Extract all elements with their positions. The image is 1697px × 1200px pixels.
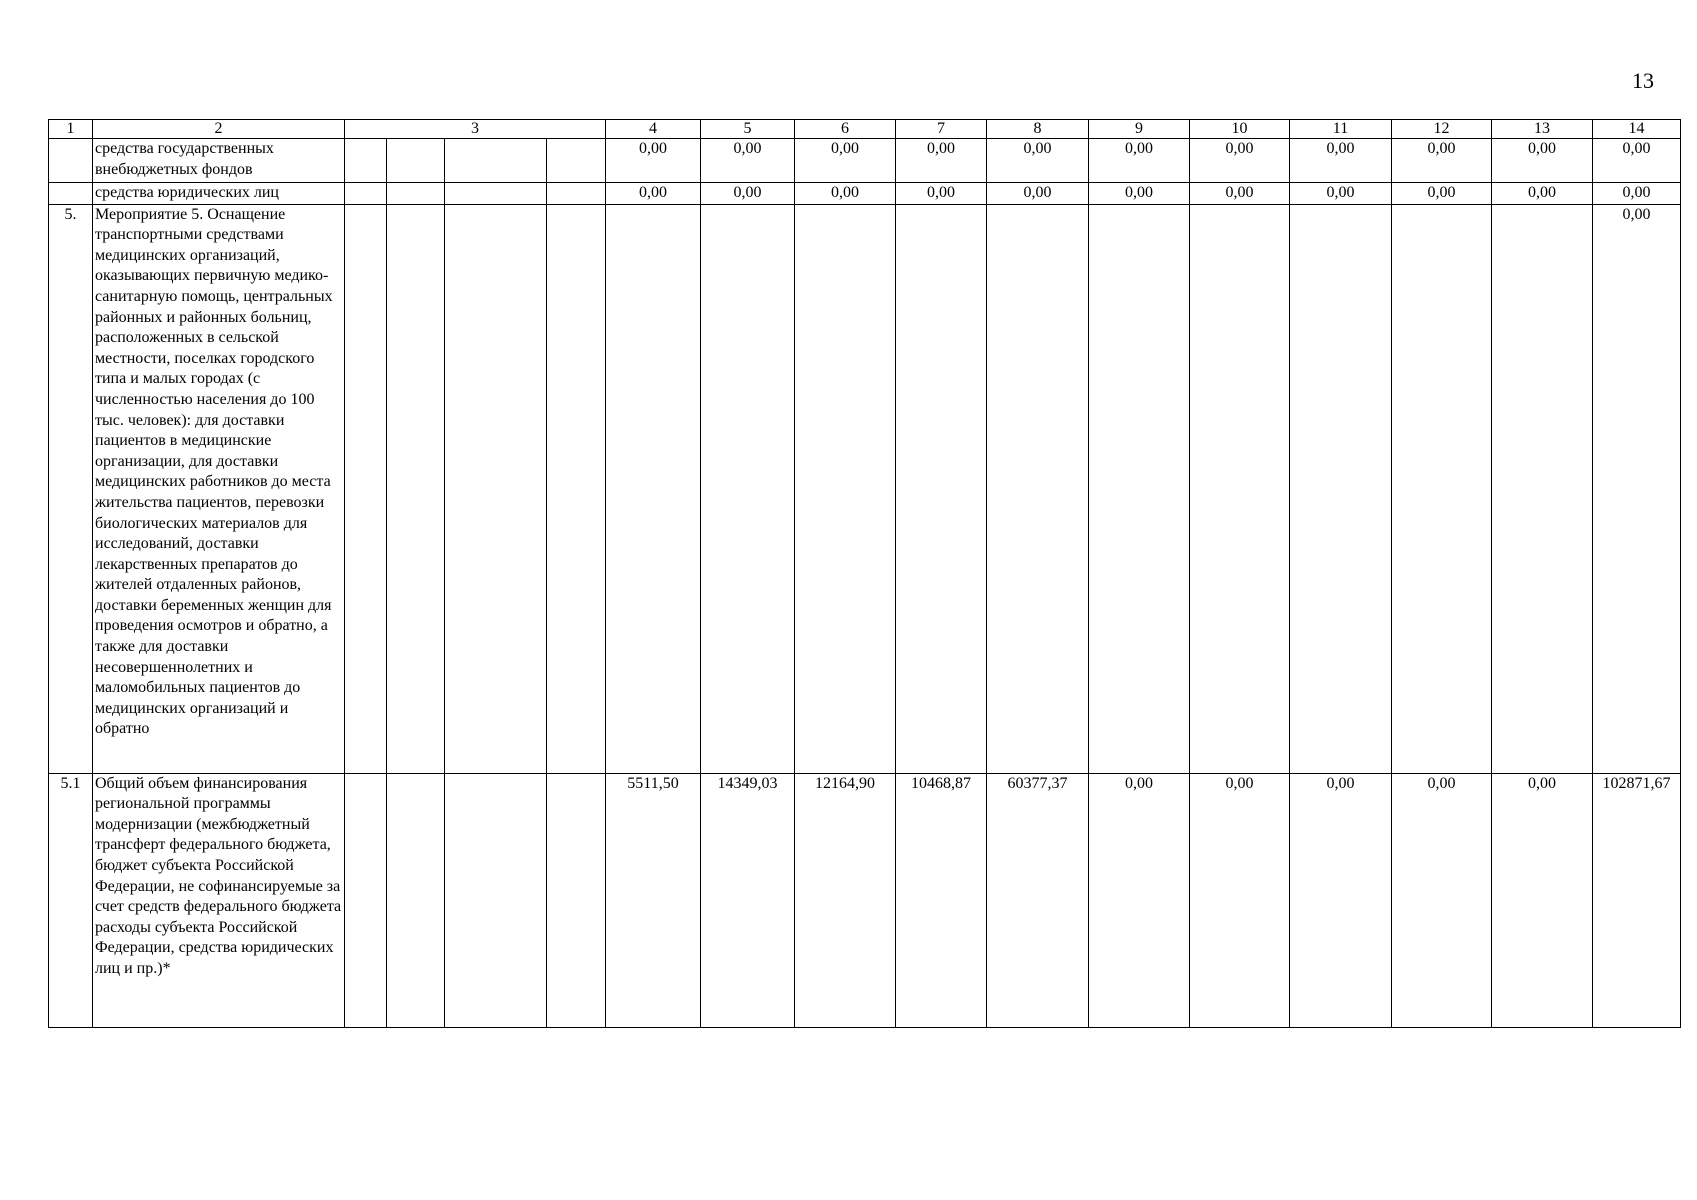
table-row [49, 773, 1681, 1027]
value-cell: 0,00 [1089, 183, 1190, 205]
value-cell: 0,00 [896, 139, 987, 183]
value-cell: 0,00 [1392, 773, 1492, 1027]
empty-cell [345, 773, 387, 1027]
value-cell: 0,00 [1190, 139, 1290, 183]
value-cell: 60377,37 [987, 773, 1089, 1027]
row-description: Мероприятие 5. Оснащение транспортными средствами медицинских организаций, оказывающих первичную медико-санитарную помощь, центральных районных и районных больниц, расположенных в сельской местности, поселках городского типа и малых городах (с численностью населения до 100 тыс. человек): для доставки пациентов в медицинские организации, для доставки медицинских работников до места жительства пациентов, перевозки биологических материалов для исследований, доставки лекарственных препаратов до жителей отдаленных районов, доставки беременных женщин для проведения осмотров и обратно, а также для доставки несовершеннолетних и маломобильных пациентов до медицинских организаций и обратно [93, 204, 345, 773]
column-number-row [49, 120, 1681, 139]
value-cell: 14349,03 [701, 773, 795, 1027]
value-cell: 0,00 [896, 183, 987, 205]
row-description: средства государственных внебюджетных фондов [93, 139, 345, 183]
empty-cell [345, 183, 387, 205]
value-cell [1089, 204, 1190, 773]
empty-cell [547, 204, 606, 773]
value-cell: 0,00 [1190, 773, 1290, 1027]
empty-cell [387, 139, 445, 183]
value-cell: 5511,50 [606, 773, 701, 1027]
col-header-9: 9 [1089, 120, 1190, 139]
empty-cell [547, 183, 606, 205]
empty-cell [387, 204, 445, 773]
col-header-4: 4 [606, 120, 701, 139]
col-header-2: 2 [93, 120, 345, 139]
value-cell: 0,00 [1290, 183, 1392, 205]
value-cell: 0,00 [1492, 139, 1593, 183]
table-row [49, 183, 1681, 205]
empty-cell [445, 204, 547, 773]
value-cell [987, 204, 1089, 773]
value-cell: 0,00 [701, 139, 795, 183]
value-cell: 0,00 [1593, 139, 1681, 183]
value-cell: 0,00 [987, 183, 1089, 205]
empty-cell [387, 773, 445, 1027]
financing-table [48, 119, 1681, 1028]
value-cell [896, 204, 987, 773]
col-header-7: 7 [896, 120, 987, 139]
value-cell [1492, 204, 1593, 773]
col-header-3: 3 [345, 120, 606, 139]
value-cell: 0,00 [1089, 139, 1190, 183]
empty-cell [345, 139, 387, 183]
col-header-1: 1 [49, 120, 93, 139]
value-cell: 0,00 [795, 183, 896, 205]
row-number: 5. [49, 204, 93, 773]
value-cell [1392, 204, 1492, 773]
value-cell [701, 204, 795, 773]
value-cell: 0,00 [1290, 139, 1392, 183]
value-cell: 0,00 [1392, 139, 1492, 183]
value-cell: 0,00 [1492, 183, 1593, 205]
table-row [49, 139, 1681, 183]
value-cell: 0,00 [1190, 183, 1290, 205]
row-description: Общий объем финансирования региональной программы модернизации (межбюджетный трансферт федерального бюджета, бюджет субъекта Российской Федерации, не софинансируемые за счет средств федерального бюджета расходы субъекта Российской Федерации, средства юридических лиц и пр.)* [93, 773, 345, 1027]
row-number: 5.1 [49, 773, 93, 1027]
value-cell: 0,00 [1290, 773, 1392, 1027]
col-header-12: 12 [1392, 120, 1492, 139]
value-cell: 0,00 [795, 139, 896, 183]
value-cell: 10468,87 [896, 773, 987, 1027]
col-header-14: 14 [1593, 120, 1681, 139]
value-cell: 12164,90 [795, 773, 896, 1027]
empty-cell [445, 139, 547, 183]
col-header-13: 13 [1492, 120, 1593, 139]
value-cell: 0,00 [987, 139, 1089, 183]
empty-cell [445, 183, 547, 205]
row-number [49, 139, 93, 183]
col-header-11: 11 [1290, 120, 1392, 139]
value-cell: 0,00 [1492, 773, 1593, 1027]
row-description: средства юридических лиц [93, 183, 345, 205]
page-number: 13 [1632, 68, 1654, 93]
table-row [49, 204, 1681, 773]
value-cell: 102871,67 [1593, 773, 1681, 1027]
value-cell: 0,00 [1593, 183, 1681, 205]
value-cell: 0,00 [1089, 773, 1190, 1027]
col-header-6: 6 [795, 120, 896, 139]
value-cell: 0,00 [606, 139, 701, 183]
empty-cell [445, 773, 547, 1027]
value-cell [1190, 204, 1290, 773]
empty-cell [345, 204, 387, 773]
value-cell: 0,00 [701, 183, 795, 205]
col-header-8: 8 [987, 120, 1089, 139]
col-header-5: 5 [701, 120, 795, 139]
row-number [49, 183, 93, 205]
empty-cell [387, 183, 445, 205]
empty-cell [547, 139, 606, 183]
empty-cell [547, 773, 606, 1027]
value-cell: 0,00 [606, 183, 701, 205]
value-cell [795, 204, 896, 773]
value-cell [606, 204, 701, 773]
col-header-10: 10 [1190, 120, 1290, 139]
value-cell: 0,00 [1392, 183, 1492, 205]
value-cell: 0,00 [1593, 204, 1681, 773]
value-cell [1290, 204, 1392, 773]
